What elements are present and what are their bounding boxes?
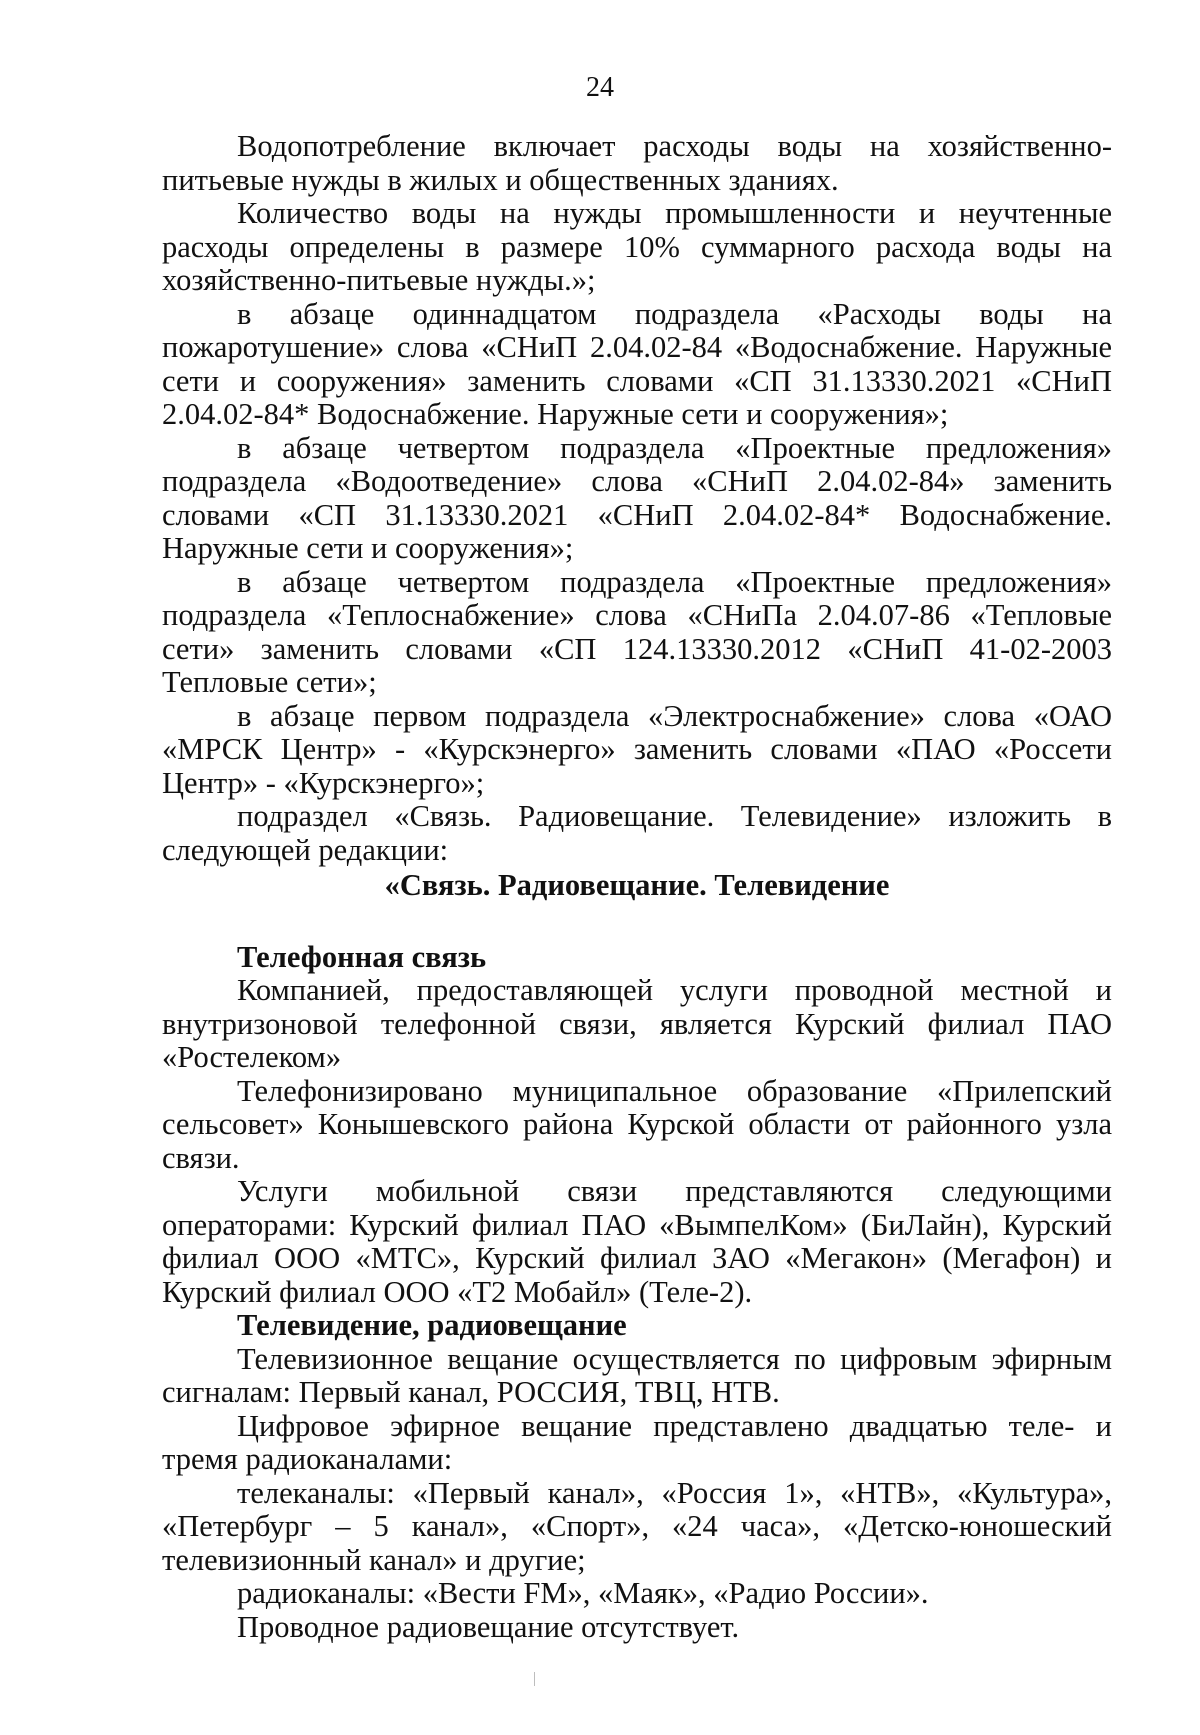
paragraph: в абзаце четвертом подраздела «Проектные предложения» подраздела «Водоотведение» слова «СНиП 2.04.02-84» заменить словами «СП 31.13330.2021 «СНиП 2.04.02-84* Водоснабжение. Наружные сети и сооружения»;: [162, 430, 1112, 565]
paragraph: Услуги мобильной связи представляются следующими операторами: Курский филиал ПАО «ВымпелКом» (БиЛайн), Курский филиал ООО «МТС», Курский филиал ЗАО «Мегакон» (Мегафон) и Курский филиал ООО «Т2 Мобайл» (Теле-2).: [162, 1174, 1112, 1309]
paragraph: Количество воды на нужды промышленности и неучтенные расходы определены в размере 10% суммарного расхода воды на хозяйственно-питьевые нужды.»;: [162, 196, 1112, 297]
page-number: 24: [586, 72, 614, 103]
telephone-heading: Телефонная связь: [237, 939, 487, 974]
paragraph: Компанией, предоставляющей услуги проводной местной и внутризоновой телефонной связи, является Курский филиал ПАО «Ростелеком»: [162, 973, 1112, 1074]
spacer: [162, 903, 1112, 941]
paragraph: в абзаце первом подраздела «Электроснабжение» слова «ОАО «МРСК Центр» - «Курскэнерго» заменить словами «ПАО «Россети Центр» - «Курскэнерго»;: [162, 698, 1112, 800]
document-body: [162, 130, 1112, 1644]
paragraph: Цифровое эфирное вещание представлено двадцатью теле- и тремя радиоканалами:: [162, 1408, 1112, 1476]
paragraph: в абзаце одиннадцатом подраздела «Расходы воды на пожаротушение» слова «СНиП 2.04.02-84 «Водоснабжение. Наружные сети и сооружения» заменить словами «СП 31.13330.2021 «СНиП 2.04.02-84* Водоснабжение. Наружные сети и сооружения»;: [162, 296, 1112, 431]
paragraph: Телефонизировано муниципальное образование «Прилепский сельсовет» Конышевского района Курской области от районного узла связи.: [162, 1073, 1112, 1175]
paragraph: Водопотребление включает расходы воды на хозяйственно-питьевые нужды в жилых и общественных зданиях.: [162, 129, 1112, 197]
paragraph: телеканалы: «Первый канал», «Россия 1», «НТВ», «Культура», «Петербург – 5 канал», «Спорт», «24 часа», «Детско-юношеский телевизионный канал» и другие;: [162, 1475, 1112, 1577]
scan-mark: [534, 1672, 535, 1686]
paragraph: подраздел «Связь. Радиовещание. Телевидение» изложить в следующей редакции:: [162, 799, 1112, 867]
paragraph: Телевизионное вещание осуществляется по цифровым эфирным сигналам: Первый канал, РОССИЯ, ТВЦ, НТВ.: [162, 1341, 1112, 1409]
paragraph: радиоканалы: «Вести FM», «Маяк», «Радио России».: [237, 1576, 929, 1610]
section-title: «Связь. Радиовещание. Телевидение: [384, 868, 890, 902]
paragraph: в абзаце четвертом подраздела «Проектные предложения» подраздела «Теплоснабжение» слова «СНиПа 2.04.07-86 «Тепловые сети» заменить словами «СП 124.13330.2012 «СНиП 41-02-2003 Тепловые сети»;: [162, 564, 1112, 699]
tv-heading: Телевидение, радиовещание: [237, 1308, 627, 1342]
paragraph: Проводное радиовещание отсутствует.: [237, 1609, 740, 1644]
